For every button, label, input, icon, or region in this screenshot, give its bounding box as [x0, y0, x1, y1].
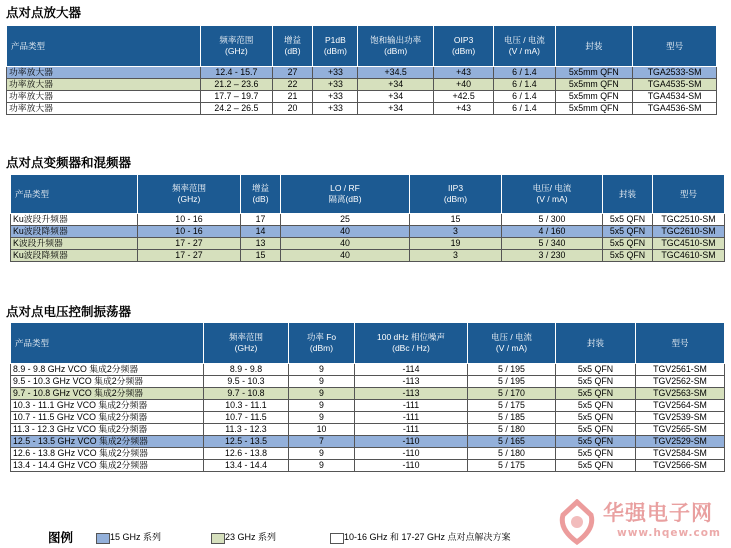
- cell-voltage-current: 5 / 180: [468, 424, 556, 436]
- cell-gain: 17: [241, 214, 281, 226]
- cell-phase-noise: -113: [355, 376, 468, 388]
- table-row: [11, 460, 725, 472]
- col-header: 型号: [633, 26, 717, 67]
- cell-iip3: 3: [410, 226, 502, 238]
- table-row: [11, 364, 725, 376]
- cell-type: 10.3 - 11.1 GHz VCO 集成2分频器: [11, 400, 204, 412]
- section-title-amplifiers: 点对点放大器: [6, 5, 82, 20]
- cell-gain: 21: [272, 91, 313, 103]
- cell-phase-noise: -111: [355, 400, 468, 412]
- cell-freq: 10 - 16: [138, 226, 241, 238]
- legend-swatch-23ghz: [211, 533, 225, 544]
- cell-package: 5x5 QFN: [556, 376, 636, 388]
- cell-phase-noise: -111: [355, 424, 468, 436]
- cell-package: 5x5 QFN: [603, 214, 653, 226]
- legend-swatch-solution: [330, 533, 344, 544]
- cell-p1db: +33: [313, 67, 358, 79]
- legend-label-23ghz: 23 GHz 系列: [225, 532, 277, 542]
- cell-freq: 17.7 – 19.7: [201, 91, 273, 103]
- cell-package: 5x5mm QFN: [555, 103, 633, 115]
- cell-freq: 12.6 - 13.8: [204, 448, 289, 460]
- table-header-row: [11, 323, 725, 364]
- table-row: [11, 376, 725, 388]
- cell-package: 5x5 QFN: [556, 400, 636, 412]
- cell-model: TGA4535-SM: [633, 79, 717, 91]
- cell-power: 9: [289, 460, 355, 472]
- cell-model: TGV2539-SM: [636, 412, 725, 424]
- cell-power: 9: [289, 376, 355, 388]
- cell-freq: 13.4 - 14.4: [204, 460, 289, 472]
- cell-isolation: 25: [281, 214, 410, 226]
- table-row: [11, 412, 725, 424]
- table-row: [7, 91, 717, 103]
- col-header: 100 dHz 相位噪声 (dBc / Hz): [355, 323, 468, 364]
- cell-oip3: +42.5: [433, 91, 493, 103]
- cell-voltage-current: 5 / 165: [468, 436, 556, 448]
- watermark-url: www.hqew.com: [617, 527, 721, 539]
- cell-model: TGC2610-SM: [653, 226, 725, 238]
- cell-package: 5x5 QFN: [556, 460, 636, 472]
- cell-p1db: +33: [313, 79, 358, 91]
- cell-iip3: 19: [410, 238, 502, 250]
- cell-phase-noise: -111: [355, 412, 468, 424]
- cell-voltage-current: 5 / 175: [468, 400, 556, 412]
- cell-psat: +34: [358, 91, 434, 103]
- col-header: IIP3 (dBm): [410, 175, 502, 214]
- cell-model: TGC4610-SM: [653, 250, 725, 262]
- cell-model: TGV2564-SM: [636, 400, 725, 412]
- col-header: 产品类型: [7, 26, 201, 67]
- cell-voltage-current: 6 / 1.4: [494, 103, 555, 115]
- table-row: [11, 448, 725, 460]
- cell-package: 5x5 QFN: [603, 250, 653, 262]
- cell-freq: 21.2 – 23.6: [201, 79, 273, 91]
- section-title-converters-mixers: 点对点变频器和混频器: [6, 155, 132, 170]
- vco-table: [10, 322, 725, 472]
- col-header: 频率范围 (GHz): [138, 175, 241, 214]
- cell-freq: 11.3 - 12.3: [204, 424, 289, 436]
- cell-model: TGV2563-SM: [636, 388, 725, 400]
- col-header: 封装: [555, 26, 633, 67]
- cell-type: 功率放大器: [7, 103, 201, 115]
- table-row: [11, 250, 725, 262]
- col-header: 增益 (dB): [272, 26, 313, 67]
- cell-type: 9.5 - 10.3 GHz VCO 集成2分频器: [11, 376, 204, 388]
- cell-phase-noise: -110: [355, 448, 468, 460]
- watermark-icon: [557, 499, 597, 545]
- cell-voltage-current: 3 / 230: [502, 250, 603, 262]
- table-row: [7, 79, 717, 91]
- table-row: [11, 388, 725, 400]
- cell-package: 5x5 QFN: [603, 238, 653, 250]
- cell-power: 9: [289, 388, 355, 400]
- cell-power: 7: [289, 436, 355, 448]
- cell-package: 5x5mm QFN: [555, 79, 633, 91]
- cell-freq: 12.5 - 13.5: [204, 436, 289, 448]
- section-title-vco: 点对点电压控制振荡器: [6, 304, 132, 319]
- col-header: 封装: [603, 175, 653, 214]
- table-row: [11, 226, 725, 238]
- amplifier-table: [6, 25, 717, 115]
- cell-voltage-current: 5 / 300: [502, 214, 603, 226]
- cell-freq: 10.3 - 11.1: [204, 400, 289, 412]
- cell-model: TGA4536-SM: [633, 103, 717, 115]
- cell-freq: 8.9 - 9.8: [204, 364, 289, 376]
- col-header: 产品类型: [11, 323, 204, 364]
- legend-title: 图例: [48, 530, 74, 545]
- col-header: 电压/ 电流 (V / mA): [502, 175, 603, 214]
- col-header: P1dB (dBm): [313, 26, 358, 67]
- cell-psat: +34.5: [358, 67, 434, 79]
- cell-model: TGV2584-SM: [636, 448, 725, 460]
- table-row: [11, 238, 725, 250]
- cell-oip3: +43: [433, 67, 493, 79]
- cell-gain: 13: [241, 238, 281, 250]
- cell-model: TGC4510-SM: [653, 238, 725, 250]
- cell-voltage-current: 5 / 180: [468, 448, 556, 460]
- col-header: OIP3 (dBm): [433, 26, 493, 67]
- table-row: [7, 67, 717, 79]
- table-row: [11, 436, 725, 448]
- cell-freq: 17 - 27: [138, 238, 241, 250]
- table-row: [11, 424, 725, 436]
- cell-type: Ku波段升频器: [11, 214, 138, 226]
- cell-type: 12.5 - 13.5 GHz VCO 集成2分频器: [11, 436, 204, 448]
- col-header: 电压 / 电流 (V / mA): [468, 323, 556, 364]
- cell-gain: 27: [272, 67, 313, 79]
- cell-oip3: +43: [433, 103, 493, 115]
- col-header: 型号: [653, 175, 725, 214]
- cell-model: TGA2533-SM: [633, 67, 717, 79]
- col-header: 型号: [636, 323, 725, 364]
- col-header: LO / RF 隔离(dB): [281, 175, 410, 214]
- cell-psat: +34: [358, 79, 434, 91]
- cell-type: 13.4 - 14.4 GHz VCO 集成2分频器: [11, 460, 204, 472]
- cell-model: TGC2510-SM: [653, 214, 725, 226]
- legend-label-15ghz: 15 GHz 系列: [110, 532, 162, 542]
- cell-phase-noise: -113: [355, 388, 468, 400]
- cell-voltage-current: 6 / 1.4: [494, 67, 555, 79]
- legend-swatch-15ghz: [96, 533, 110, 544]
- cell-iip3: 15: [410, 214, 502, 226]
- cell-type: K波段升频器: [11, 238, 138, 250]
- cell-isolation: 40: [281, 250, 410, 262]
- cell-type: Ku波段降频器: [11, 226, 138, 238]
- cell-freq: 10.7 - 11.5: [204, 412, 289, 424]
- cell-p1db: +33: [313, 91, 358, 103]
- cell-voltage-current: 5 / 185: [468, 412, 556, 424]
- cell-package: 5x5 QFN: [603, 226, 653, 238]
- cell-voltage-current: 4 / 160: [502, 226, 603, 238]
- cell-model: TGV2529-SM: [636, 436, 725, 448]
- cell-package: 5x5 QFN: [556, 412, 636, 424]
- cell-model: TGV2566-SM: [636, 460, 725, 472]
- cell-freq: 24.2 – 26.5: [201, 103, 273, 115]
- cell-model: TGV2561-SM: [636, 364, 725, 376]
- cell-phase-noise: -110: [355, 436, 468, 448]
- cell-power: 9: [289, 400, 355, 412]
- table-header-row: [7, 26, 717, 67]
- cell-voltage-current: 5 / 170: [468, 388, 556, 400]
- cell-type: 11.3 - 12.3 GHz VCO 集成2分频器: [11, 424, 204, 436]
- cell-power: 9: [289, 364, 355, 376]
- table-row: [11, 400, 725, 412]
- cell-iip3: 3: [410, 250, 502, 262]
- cell-phase-noise: -114: [355, 364, 468, 376]
- cell-type: 功率放大器: [7, 79, 201, 91]
- cell-freq: 9.7 - 10.8: [204, 388, 289, 400]
- cell-type: 功率放大器: [7, 67, 201, 79]
- col-header: 封装: [556, 323, 636, 364]
- cell-gain: 15: [241, 250, 281, 262]
- cell-oip3: +40: [433, 79, 493, 91]
- table-row: [11, 214, 725, 226]
- watermark-name: 华强电子网: [603, 501, 713, 525]
- col-header: 产品类型: [11, 175, 138, 214]
- cell-freq: 17 - 27: [138, 250, 241, 262]
- cell-phase-noise: -110: [355, 460, 468, 472]
- cell-type: Ku波段降频器: [11, 250, 138, 262]
- legend-label-solution: 10-16 GHz 和 17-27 GHz 点对点解决方案: [344, 532, 511, 542]
- cell-voltage-current: 5 / 340: [502, 238, 603, 250]
- cell-model: TGV2565-SM: [636, 424, 725, 436]
- cell-voltage-current: 5 / 195: [468, 376, 556, 388]
- cell-package: 5x5 QFN: [556, 424, 636, 436]
- table-row: [7, 103, 717, 115]
- col-header: 频率范围 (GHz): [201, 26, 273, 67]
- cell-package: 5x5 QFN: [556, 448, 636, 460]
- cell-gain: 22: [272, 79, 313, 91]
- cell-isolation: 40: [281, 226, 410, 238]
- cell-type: 8.9 - 9.8 GHz VCO 集成2分频器: [11, 364, 204, 376]
- cell-gain: 14: [241, 226, 281, 238]
- cell-freq: 9.5 - 10.3: [204, 376, 289, 388]
- cell-voltage-current: 6 / 1.4: [494, 79, 555, 91]
- cell-power: 10: [289, 424, 355, 436]
- col-header: 饱和输出功率 (dBm): [358, 26, 434, 67]
- cell-power: 9: [289, 448, 355, 460]
- cell-type: 10.7 - 11.5 GHz VCO 集成2分频器: [11, 412, 204, 424]
- cell-package: 5x5mm QFN: [555, 67, 633, 79]
- cell-package: 5x5 QFN: [556, 436, 636, 448]
- cell-type: 功率放大器: [7, 91, 201, 103]
- cell-power: 9: [289, 412, 355, 424]
- cell-voltage-current: 6 / 1.4: [494, 91, 555, 103]
- cell-p1db: +33: [313, 103, 358, 115]
- cell-package: 5x5 QFN: [556, 364, 636, 376]
- table-header-row: [11, 175, 725, 214]
- cell-model: TGV2562-SM: [636, 376, 725, 388]
- cell-type: 12.6 - 13.8 GHz VCO 集成2分频器: [11, 448, 204, 460]
- watermark-logo: [553, 499, 731, 548]
- cell-freq: 10 - 16: [138, 214, 241, 226]
- cell-package: 5x5mm QFN: [555, 91, 633, 103]
- col-header: 增益 (dB): [241, 175, 281, 214]
- cell-gain: 20: [272, 103, 313, 115]
- cell-freq: 12.4 - 15.7: [201, 67, 273, 79]
- col-header: 电压 / 电流 (V / mA): [494, 26, 555, 67]
- cell-type: 9.7 - 10.8 GHz VCO 集成2分频器: [11, 388, 204, 400]
- cell-package: 5x5 QFN: [556, 388, 636, 400]
- cell-model: TGA4534-SM: [633, 91, 717, 103]
- converter-table: [10, 174, 725, 262]
- cell-psat: +34: [358, 103, 434, 115]
- cell-voltage-current: 5 / 195: [468, 364, 556, 376]
- col-header: 功率 Fo (dBm): [289, 323, 355, 364]
- cell-voltage-current: 5 / 175: [468, 460, 556, 472]
- cell-isolation: 40: [281, 238, 410, 250]
- col-header: 频率范围 (GHz): [204, 323, 289, 364]
